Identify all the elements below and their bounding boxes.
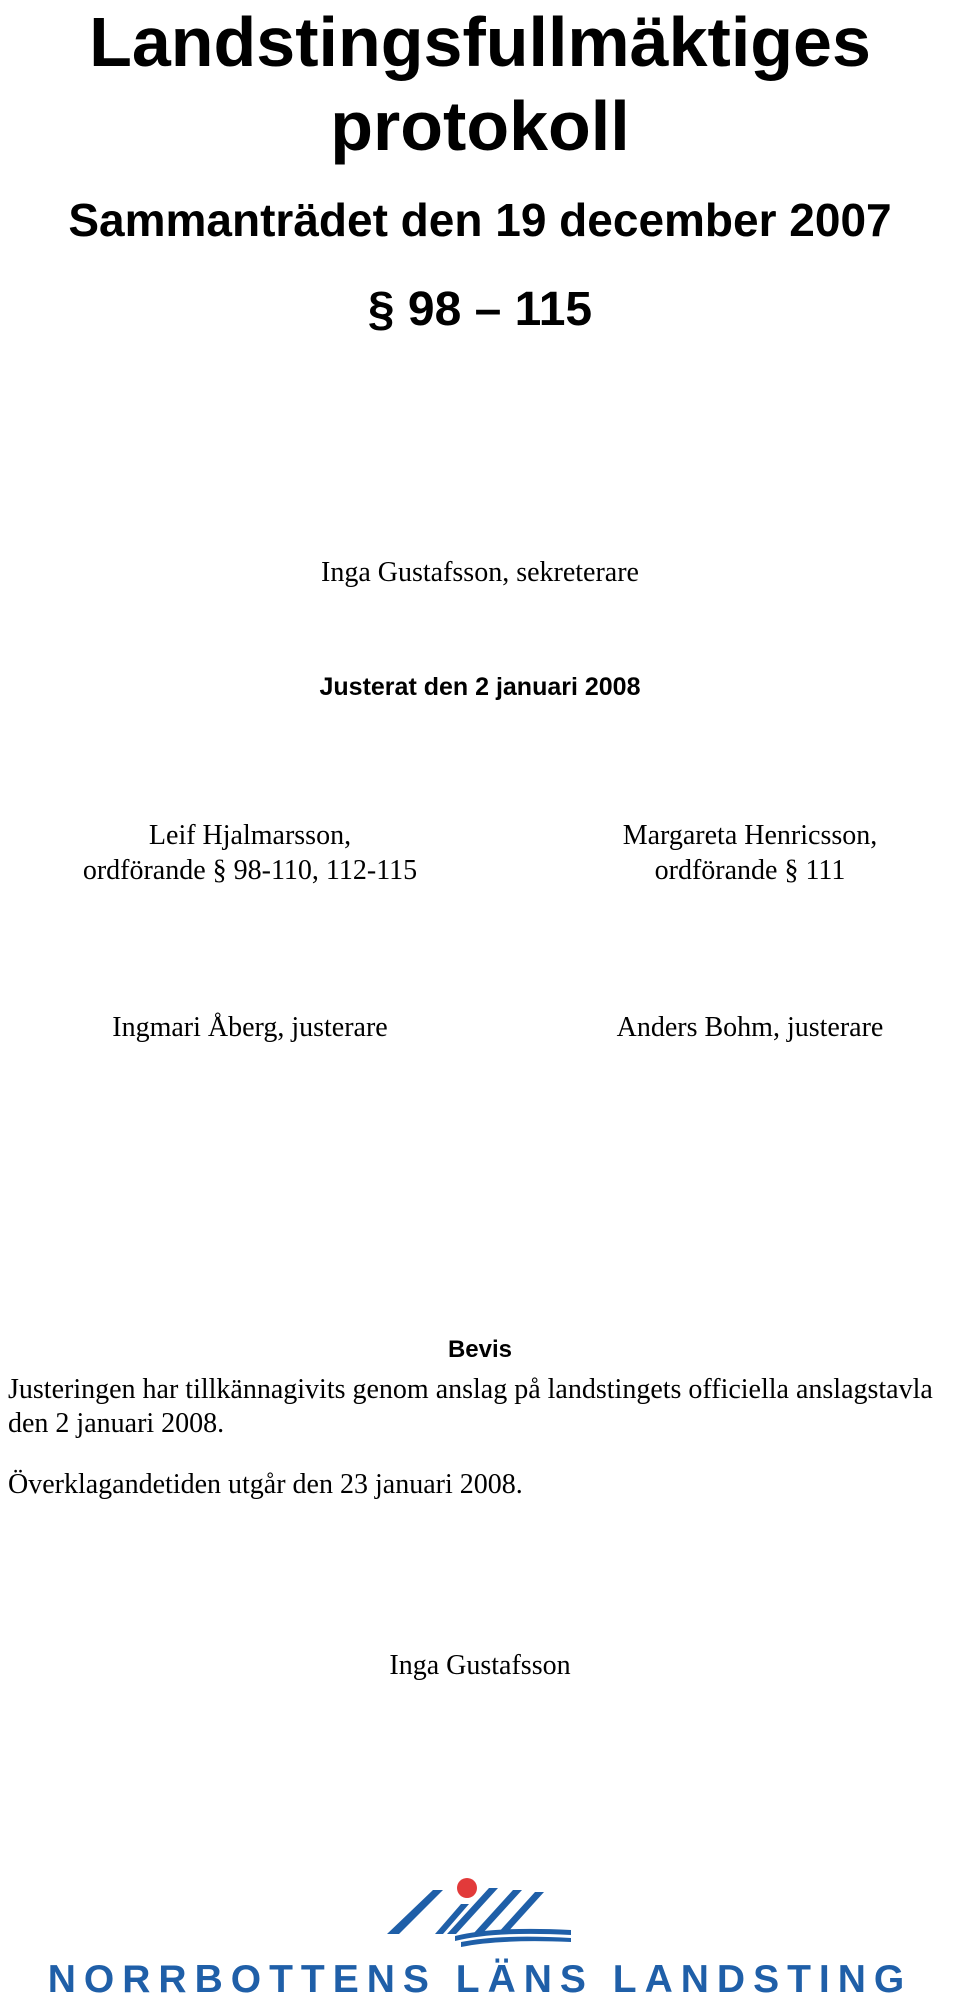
adjuster-left-signature: Ingmari Åberg, justerare <box>112 1012 388 1043</box>
secretary-signature: Inga Gustafsson, sekreterare <box>321 557 639 588</box>
chair-left-role: ordförande § 98-110, 112-115 <box>82 855 418 886</box>
title-line-2: protokoll <box>330 87 630 165</box>
certificate-text: Justeringen har tillkännagivits genom anslag på landstingets officiella anslagstavla den 2 januari 2008. <box>8 1374 933 1439</box>
logo-mark-icon <box>385 1878 575 1950</box>
chair-left-name: Leif Hjalmarsson, <box>148 820 352 851</box>
appeal-deadline-text: Överklagandetiden utgår den 23 januari 2008. <box>8 1469 523 1500</box>
logo-wordmark: NORRBOTTENS LÄNS LANDSTING <box>47 1958 913 2001</box>
chair-right-signature <box>530 818 960 888</box>
chair-right-role: ordförande § 111 <box>654 855 846 886</box>
chair-left-signature <box>20 818 480 888</box>
chair-right-name: Margareta Henricsson, <box>622 820 878 851</box>
certificate-signature: Inga Gustafsson <box>389 1650 571 1681</box>
verified-date: Justerat den 2 januari 2008 <box>319 673 641 701</box>
certificate-heading: Bevis <box>447 1336 513 1363</box>
paragraph-range: § 98 – 115 <box>367 283 593 336</box>
document-title <box>0 0 960 168</box>
organization-logo <box>0 1878 960 2004</box>
adjuster-right-signature: Anders Bohm, justerare <box>616 1012 884 1043</box>
title-line-1: Landstingsfullmäktiges <box>89 3 871 81</box>
meeting-date: Sammanträdet den 19 december 2007 <box>68 194 892 246</box>
